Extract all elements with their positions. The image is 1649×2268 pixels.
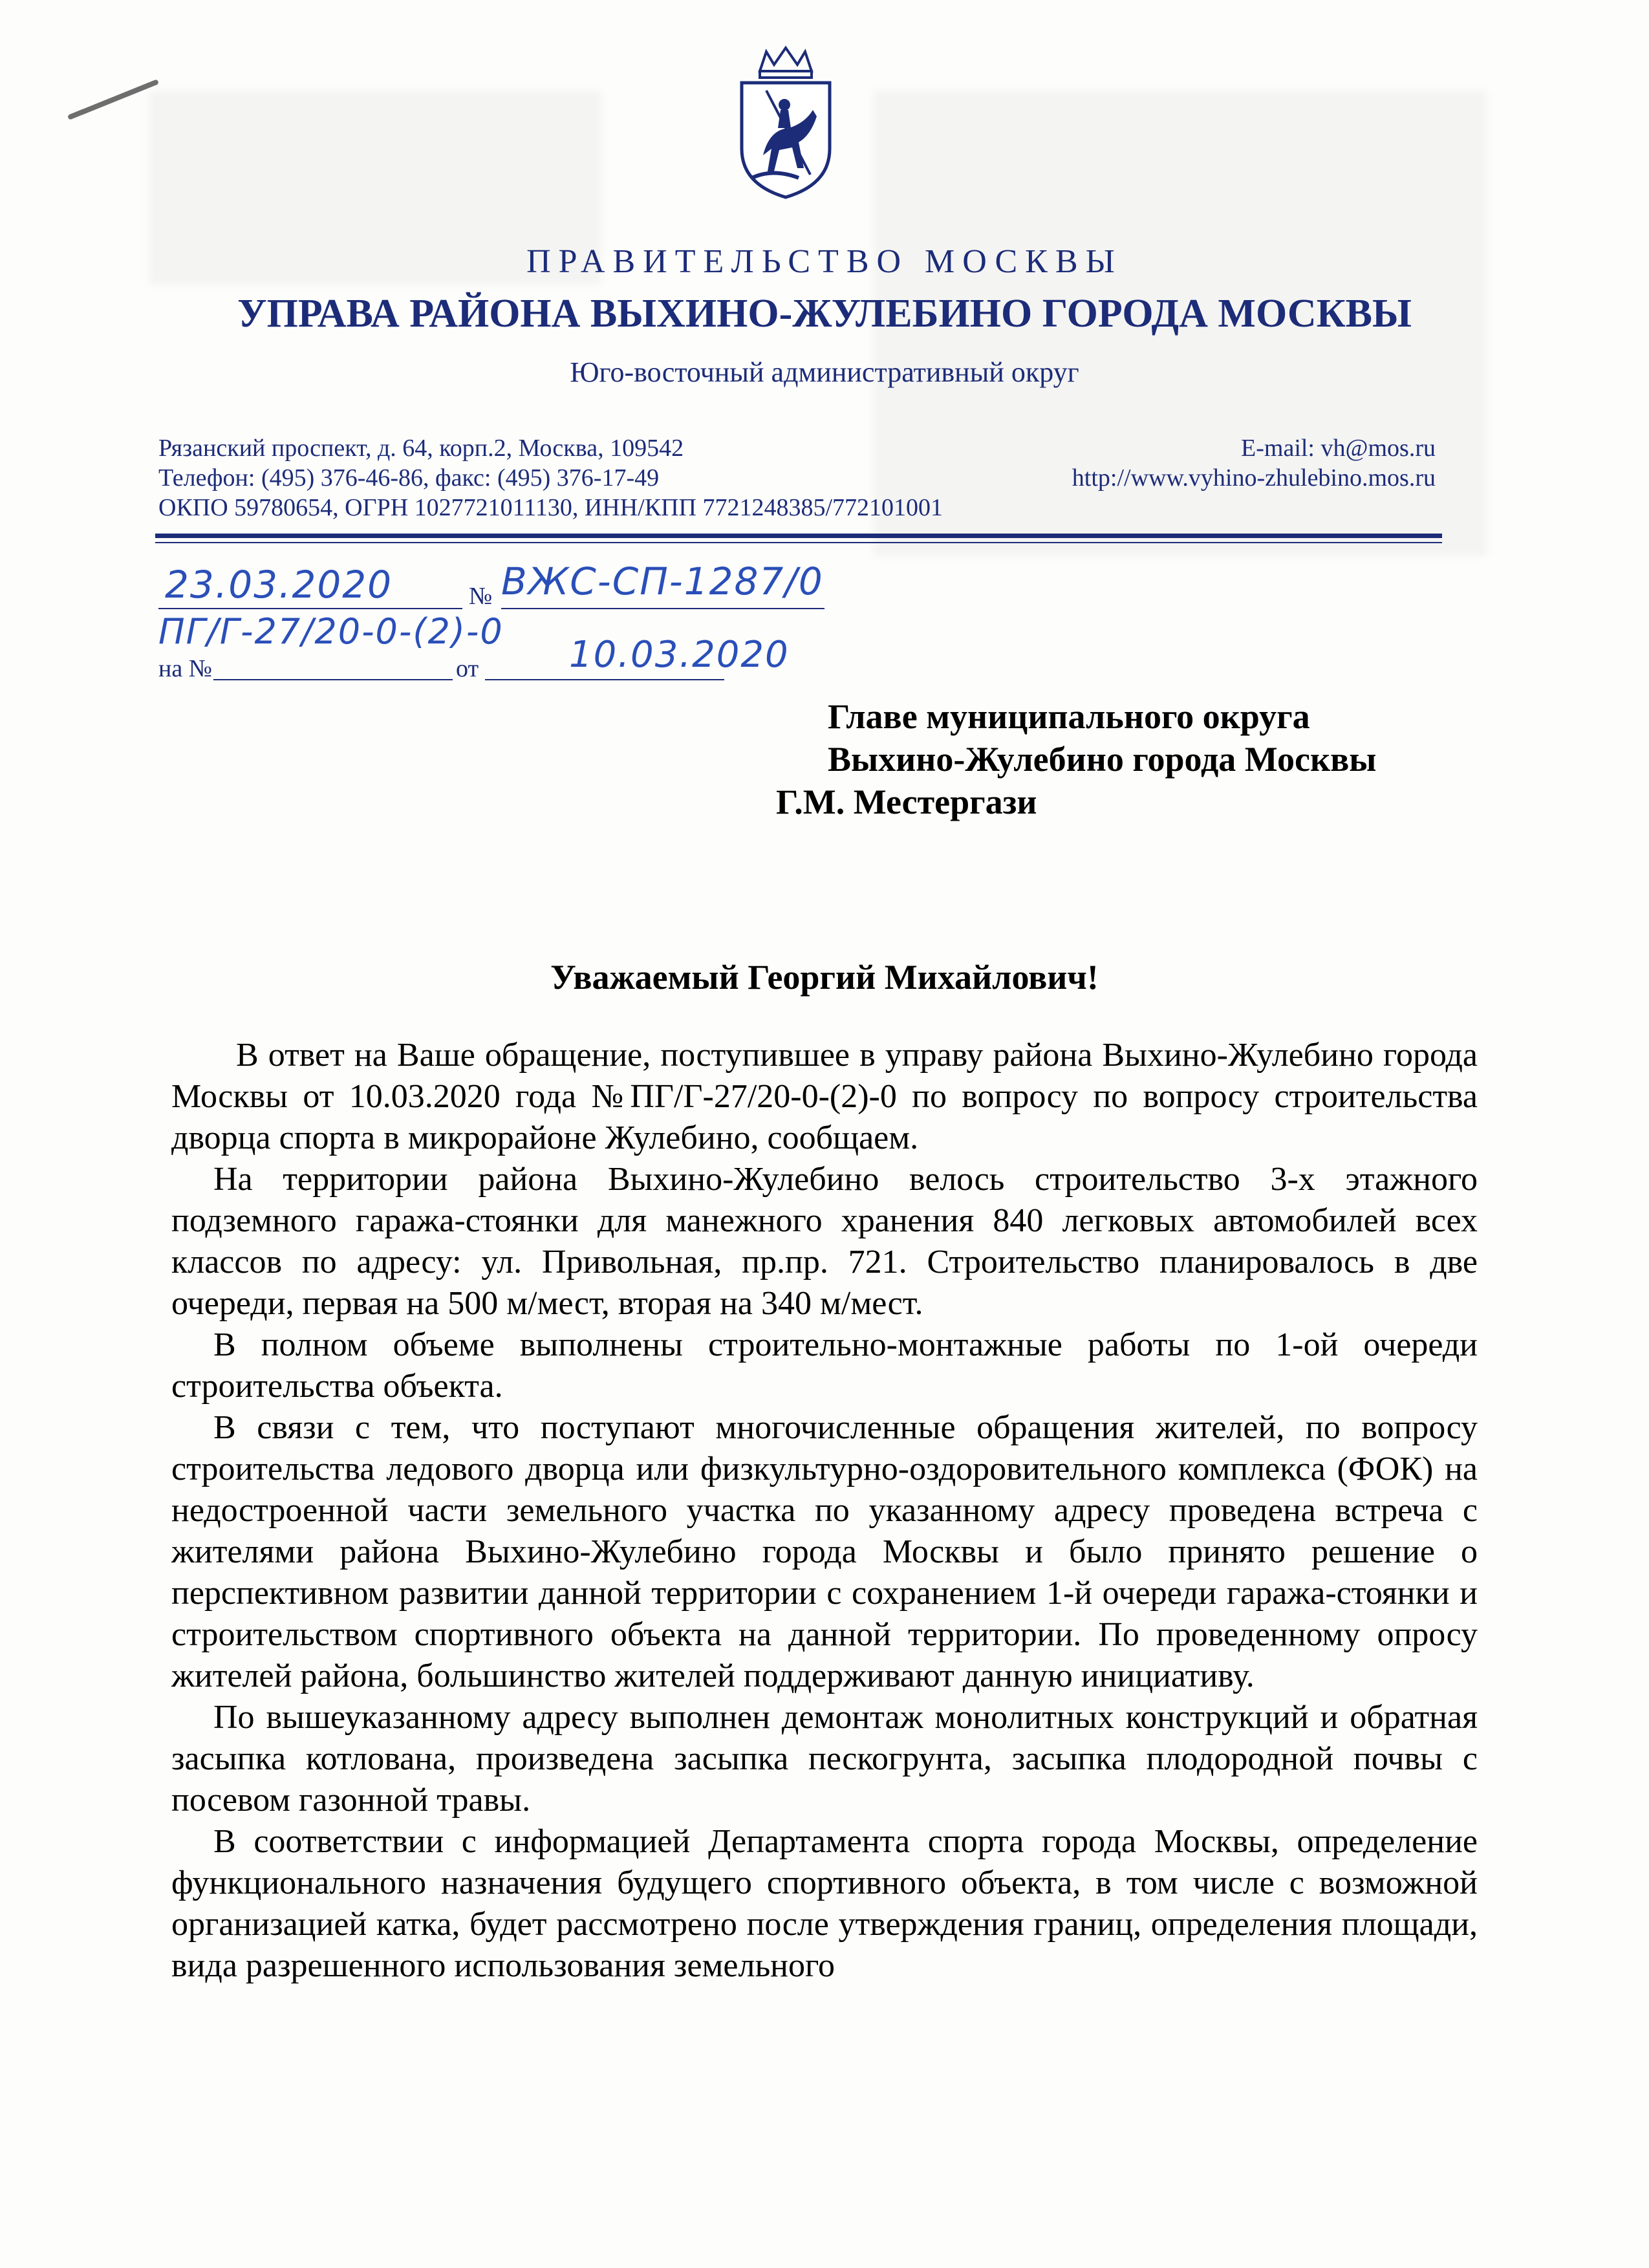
outgoing-number-handwritten: ВЖС-СП-1287/0 [501, 559, 824, 603]
paragraph: В полном объеме выполнены строительно-монтажные работы по 1-ой очереди строительства объекта. [171, 1326, 1478, 1405]
number-label: № [469, 583, 493, 610]
recipient-line-1: Главе муниципального округа [828, 697, 1310, 736]
salutation: Уважаемый Георгий Михайлович! [550, 958, 1099, 997]
paragraph: По вышеуказанному адресу выполнен демонтаж монолитных конструкций и обратная засыпка котлована, произведена засыпка пескогрунта, засыпка плодородной почвы с посевом газонной травы. [171, 1699, 1478, 1819]
date-underline [158, 608, 462, 609]
codes-text: ОКПО 59780654, ОГРН 1027721011130, ИНН/КПП 7721248385/772101001 [158, 494, 943, 521]
outgoing-date-handwritten: 23.03.2020 [165, 563, 393, 607]
recipient-block [828, 695, 1376, 781]
letter-body [171, 1035, 1478, 1987]
reply-underline [213, 679, 453, 680]
uprava-title: УПРАВА РАЙОНА ВЫХИНО-ЖУЛЕБИНО ГОРОДА МОСКВЫ [237, 292, 1412, 336]
letterhead-rule-thick [155, 534, 1442, 538]
number-underline [501, 608, 824, 609]
reply-to-label: на № [158, 655, 212, 682]
government-title: ПРАВИТЕЛЬСТВО МОСКВЫ [526, 243, 1123, 280]
letterhead-rule-thin [155, 542, 1442, 543]
recipient-name: Г.М. Местергази [776, 783, 1037, 821]
recipient-line-2: Выхино-Жулебино города Москвы [828, 740, 1377, 779]
reply-number-handwritten: ПГ/Г-27/20-0-(2)-0 [158, 611, 504, 652]
from-label: от [456, 655, 479, 682]
paragraph: В ответ на Ваше обращение, поступившее в управу района Выхино-Жулебино города Москвы от 10.03.2020 года №ПГ/Г-27/20-0-(2)-0 по вопросу по вопросу строительства дворца спорта в микрорайоне Жулебино, сообщаем. [171, 1037, 1478, 1156]
paragraph: В связи с тем, что поступают многочисленные обращения жителей, по вопросу строительства ледового дворца или физкультурно-оздоровительного комплекса (ФОК) на недостроенной части земельного участка по указанному адресу проведена встреча с жителями района Выхино-Жулебино города Москвы и было принято решение о перспективном развитии данной территории с сохранением 1-й очереди гаража-стоянки и строительством спортивного объекта на данной территории. По проведенному опросу жителей района, большинство жителей поддерживают данную инициативу. [171, 1409, 1478, 1694]
pen-stroke-mark [67, 79, 159, 120]
website-link[interactable]: http://www.vyhino-zhulebino.mos.ru [1072, 464, 1436, 491]
paragraph: На территории района Выхино-Жулебино велось строительство 3-х этажного подземного гаража-стоянки для манежного хранения 840 легковых автомобилей всех классов по адресу: ул. Привольная, пр.пр. 721. Строительство планировалось в две очереди, первая на 500 м/мест, вторая на 340 м/мест. [171, 1161, 1478, 1322]
contacts-left [158, 433, 943, 523]
from-date-handwritten: 10.03.2020 [569, 634, 790, 676]
okrug-subtitle: Юго-восточный административный округ [570, 356, 1079, 388]
moscow-coat-of-arms-icon [734, 45, 837, 200]
email-text: E-mail: vh@mos.ru [1241, 435, 1436, 462]
address-text: Рязанский проспект, д. 64, корп.2, Москва, 109542 [158, 435, 684, 462]
from-underline [485, 679, 724, 680]
contacts-right [1072, 433, 1436, 493]
paragraph: В соответствии с информацией Департамента спорта города Москвы, определение функционального назначения будущего спортивного объекта, в том числе с возможной организацией катка, будет рассмотрено после утверждения границ, определения площади, вида разрешенного использования земельного [171, 1823, 1478, 1984]
phone-text: Телефон: (495) 376-46-86, факс: (495) 376-17-49 [158, 464, 660, 491]
